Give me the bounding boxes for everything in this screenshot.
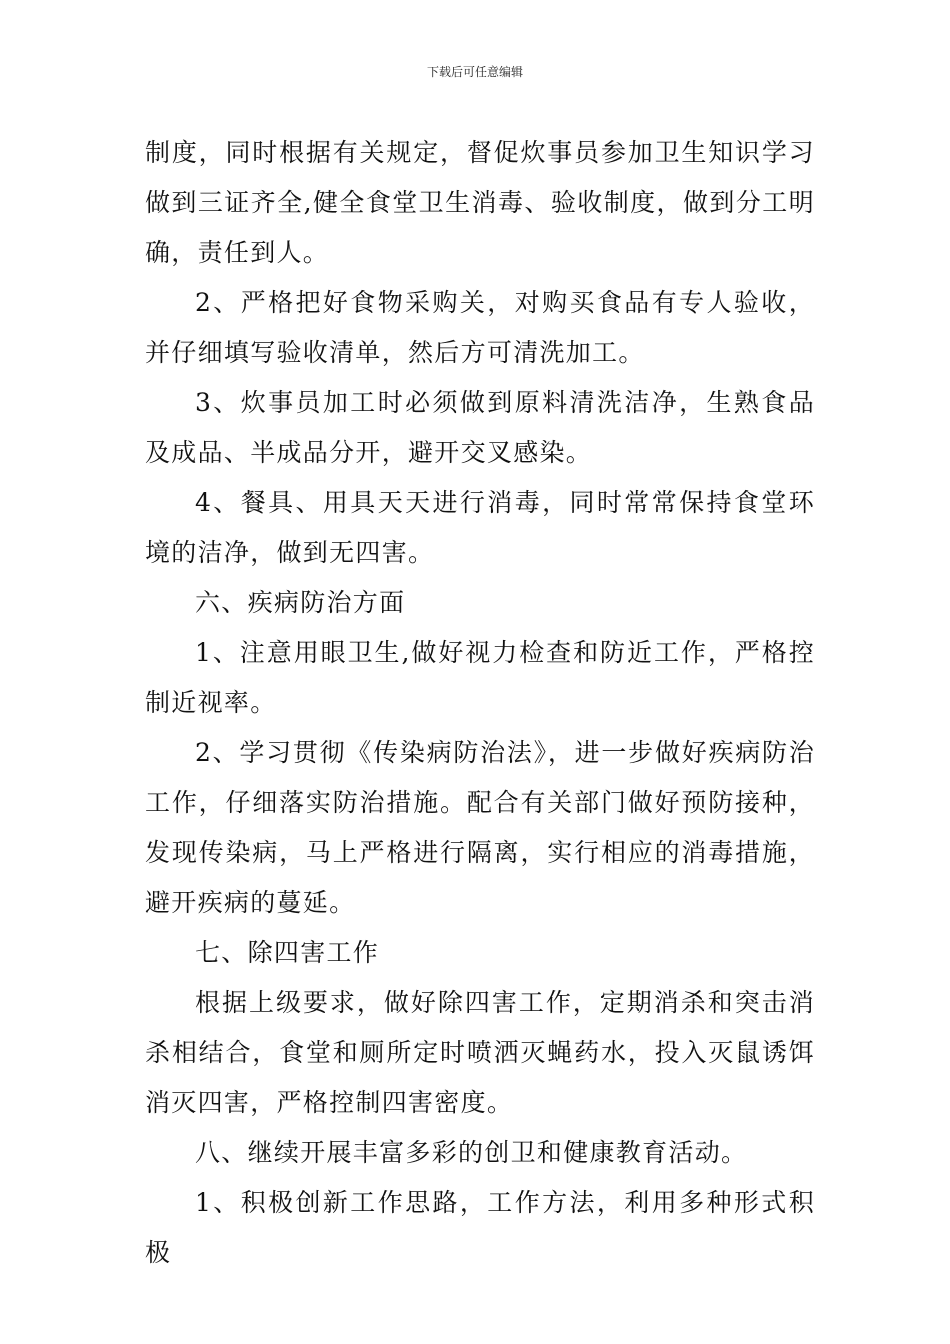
section-heading-7: 七、除四害工作 — [195, 938, 380, 967]
paragraph-item-3: 3、炊事员加工时必须做到原料清洗洁净，生熟食品及成品、半成品分开，避开交叉感染。 — [145, 388, 815, 467]
section-heading-8: 八、继续开展丰富多彩的创卫和健康教育活动。 — [195, 1138, 748, 1167]
section-heading-6: 六、疾病防治方面 — [195, 588, 406, 617]
paragraph-item-8-1: 1、积极创新工作思路，工作方法，利用多种形式积极 — [145, 1188, 815, 1267]
paragraph-item-6-2: 2、学习贯彻《传染病防治法》，进一步做好疾病防治工作，仔细落实防治措施。配合有关部门做好预防接种，发现传染病，马上严格进行隔离，实行相应的消毒措施，避开疾病的蔓延。 — [145, 738, 815, 917]
paragraph-section-7: 根据上级要求，做好除四害工作，定期消杀和突击消杀相结合，食堂和厕所定时喷洒灭蝇药水，投入灭鼠诱饵消灭四害，严格控制四害密度。 — [145, 988, 815, 1117]
paragraph-item-6-1: 1、注意用眼卫生,做好视力检查和防近工作，严格控制近视率。 — [145, 638, 815, 717]
header-note: 下载后可任意编辑 — [426, 65, 523, 79]
paragraph-item-4: 4、餐具、用具天天进行消毒，同时常常保持食堂环境的洁净，做到无四害。 — [145, 488, 815, 567]
document-body — [145, 128, 815, 1278]
paragraph-continuation: 制度，同时根据有关规定，督促炊事员参加卫生知识学习做到三证齐全,健全食堂卫生消毒、验收制度，做到分工明确，责任到人。 — [145, 138, 815, 267]
paragraph-item-2: 2、严格把好食物采购关，对购买食品有专人验收，并仔细填写验收清单，然后方可清洗加工。 — [145, 288, 815, 367]
